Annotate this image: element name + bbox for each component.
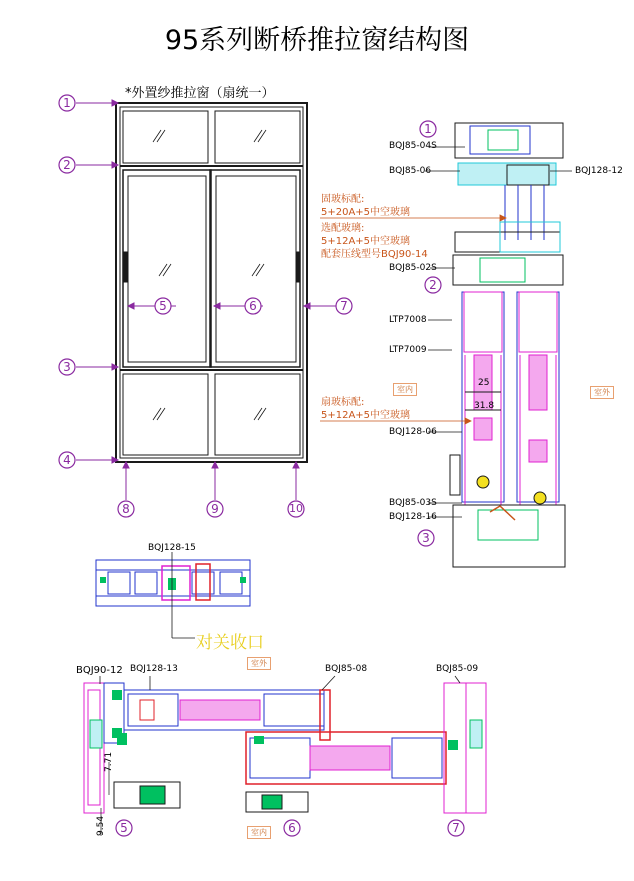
fixed-glass-value: 5+20A+5中空玻璃 — [321, 207, 411, 218]
room-label-indoor-bottom: 室内 — [247, 826, 271, 839]
room-label-outdoor-bottom: 室外 — [247, 657, 271, 670]
callout-4: 4 — [63, 453, 71, 467]
middle-section — [96, 552, 250, 638]
room-label-indoor: 室内 — [393, 383, 417, 396]
label-bqj85-02s: BQJ85-02S — [389, 263, 437, 273]
section-callout-3: 3 — [422, 531, 430, 545]
label-bqj128-06: BQJ128-06 — [389, 427, 437, 437]
label-bqj85-03s: BQJ85-03S — [389, 498, 437, 508]
optional-glass-value: 5+12A+5中空玻璃 — [321, 236, 411, 247]
section-callout-2: 2 — [429, 278, 437, 292]
callout-5: 5 — [159, 299, 167, 313]
fixed-glass-title: 固玻标配: — [321, 194, 365, 205]
page-title: 95系列断桥推拉窗结构图 — [164, 25, 470, 56]
dimension-9-54: 9.54 — [96, 815, 106, 836]
callout-3: 3 — [63, 360, 71, 374]
window-subtitle: *外置纱推拉窗（扇统一） — [125, 86, 275, 101]
label-bqj85-06: BQJ85-06 — [389, 166, 432, 176]
label-ltp7008: LTP7008 — [389, 315, 427, 325]
dimension-31-8: 31.8 — [474, 401, 495, 411]
closing-note: 对关收口 — [196, 633, 264, 653]
room-label-outdoor: 室外 — [590, 386, 614, 399]
window-elevation — [116, 103, 307, 462]
callout-9: 9 — [211, 502, 219, 516]
label-bqj128-16: BQJ128-16 — [389, 512, 437, 522]
label-bqj128-12: BQJ128-12 — [575, 166, 623, 176]
bottom-section — [84, 676, 486, 836]
label-ltp7009: LTP7009 — [389, 345, 427, 355]
dimension-7-71: 7.71 — [104, 751, 114, 772]
callout-10: 10 — [289, 502, 303, 515]
label-bqj85-09: BQJ85-09 — [436, 664, 479, 674]
sash-glass-value: 5+12A+5中空玻璃 — [321, 410, 411, 421]
bead-model: 配套压线型号BQJ90-14 — [321, 249, 428, 260]
optional-glass-title: 选配玻璃: — [321, 223, 365, 234]
callout-1: 1 — [63, 96, 71, 110]
callout-7: 7 — [340, 299, 348, 313]
label-bqj85-08: BQJ85-08 — [325, 664, 368, 674]
vertical-section — [320, 123, 572, 567]
callout-2: 2 — [63, 158, 71, 172]
sash-glass-title: 扇玻标配: — [321, 397, 365, 408]
label-bqj85-04s: BQJ85-04S — [389, 141, 437, 151]
callout-6: 6 — [249, 299, 257, 313]
bottom-callout-5: 5 — [120, 821, 128, 835]
section-callout-1: 1 — [424, 122, 432, 136]
bottom-callout-6: 6 — [288, 821, 296, 835]
callout-8: 8 — [122, 502, 130, 516]
label-bqj128-13: BQJ128-13 — [130, 664, 178, 674]
bottom-callout-7: 7 — [452, 821, 460, 835]
label-bqj90-12: BQJ90-12 — [76, 665, 123, 676]
dimension-25: 25 — [478, 378, 490, 388]
label-bqj128-15: BQJ128-15 — [148, 543, 196, 553]
